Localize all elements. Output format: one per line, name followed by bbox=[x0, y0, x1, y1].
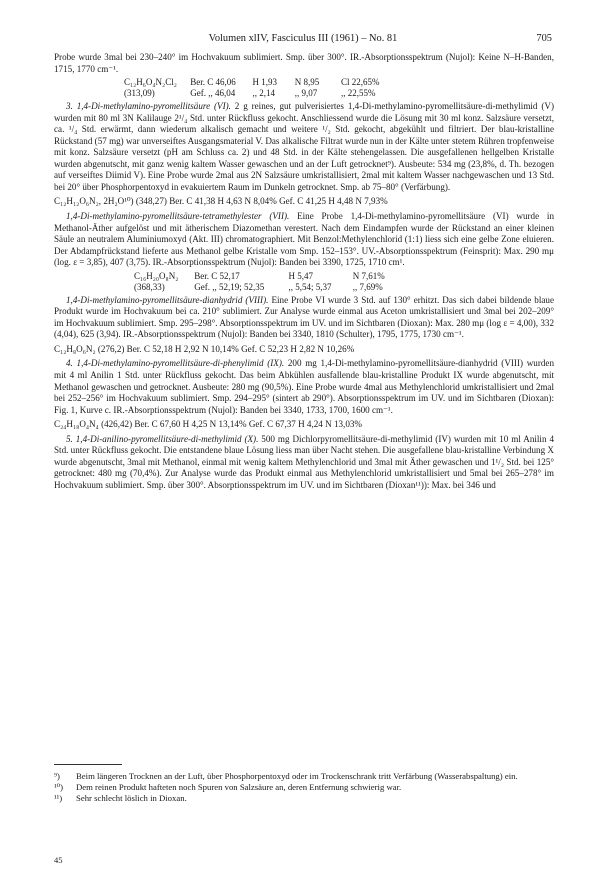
footnote-rule bbox=[54, 764, 122, 765]
gef-n: ,, 9,07 bbox=[294, 88, 318, 99]
ber-n: N 7,61% bbox=[352, 270, 385, 281]
paragraph-text: Eine Probe VI wurde 3 Std. auf 130° erhitzt. Das sich dabei bildende blaue Produkt wurde im Hochvakuum bei ca. 210° sublimiert. Zur Analyse wurde einmal aus Aceton umkristallisiert und 3mal bei 202–209° im Hochvakuum sublimiert. Smp. 295–298°. Absorptionsspektrum im UV. und im Sichtbaren (Dioxan): Max. 280 mμ (log ε = 4,00), 332 (4,04), 625 (3,94). IR.-Absorptionsspektrum (Nujol): Banden bei 3340, 1810 (Schulter), 1795, 1775, 1730 cm⁻¹. bbox=[54, 294, 554, 340]
page-number: 705 bbox=[536, 33, 552, 44]
paragraph-text: 200 mg 1,4-Di-methylamino-pyromellitsäure-dianhydrid (VIII) wurden mit 4 ml Anilin 1 Std. unter Rückfluss gekocht. Das beim Abkühlen ausfallende blau-kristalline Produkt IX wurde abgenutscht, mit Methanol gewaschen und getrocknet. Ausbeute: 280 mg (90,5%). Eine Probe wurde 4mal aus Methylenchlorid umkristallisiert und 2mal bei 252–256° im Hochvakuum sublimiert. Smp. 294–295° (sintert ab 290°). Absorptionsspektrum im UV. und im Sichtbaren (Dioxan): Fig. 1, Kurve c. IR.-Absorptionsspektrum (Nujol): Banden bei 3340, 1733, 1700, 1600 cm⁻¹. bbox=[54, 358, 555, 415]
paragraph-3 bbox=[54, 211, 554, 269]
molecular-weight: (368,33) bbox=[134, 281, 165, 292]
section-heading: 5. 1,4-Di-anilino-pyromellitsäure-di-methylimid (X). bbox=[66, 433, 259, 444]
section-heading: 3. 1,4-Di-methylamino-pyromellitsäure (VI). bbox=[66, 101, 231, 112]
footnote-10 bbox=[54, 782, 554, 793]
paragraph-4 bbox=[54, 295, 554, 341]
ber-h: H 5,47 bbox=[288, 270, 313, 281]
running-title: Volumen xlIV, Fasciculus III (1961) – No. 81 bbox=[208, 33, 398, 44]
analysis-block-3 bbox=[54, 271, 554, 293]
ber-h: H 1,93 bbox=[252, 77, 277, 88]
gef-c: Gef. ,, 52,19; 52,35 bbox=[194, 281, 265, 292]
section-heading: 1,4-Di-methylamino-pyromellitsäure-tetramethylester (VII). bbox=[66, 211, 290, 222]
paragraph-5 bbox=[54, 358, 554, 416]
formula: C₁₂H₆O₄N₂Cl₂ bbox=[124, 77, 177, 88]
ber-cl: Cl 22,65% bbox=[341, 77, 380, 88]
footnote-11 bbox=[54, 793, 554, 804]
analysis-line-2: C₁₂H₁₂O₆N₂, 2H₂O¹⁰) (348,27) Ber. C 41,38 H 4,63 N 8,04% Gef. C 41,25 H 4,48 N 7,93% bbox=[54, 196, 388, 207]
molecular-weight: (313,09) bbox=[124, 88, 155, 99]
body-text bbox=[54, 52, 554, 492]
footnote-mark: ¹¹) bbox=[54, 793, 63, 803]
paragraph-text: 500 mg Dichlorpyromellitsäure-di-methylimid (IV) wurden mit 10 ml Anilin 4 Std. unter Rückfluss gekocht. Die entstandene blaue Lösung liess man über Nacht stehen. Die ausgefallene blau-kristalline Verbindung X wurde abgenutscht, 3mal mit Methanol, einmal mit wenig kaltem Methylenchlorid und 3mal mit Äther gewaschen und 1¹/₂ Std. bei 125° getrocknet: 480 mg (70,4%). Zur Analyse wurde das Produkt einmal aus Methylenchlorid umkristallisiert und 5mal bei 265–278° im Hochvakuum sublimiert. Smp. über 300°. Absorptionsspektrum im UV. und im Sichtbaren (Dioxan¹¹)): Max. bei 346 und bbox=[54, 433, 555, 490]
analysis-block-1 bbox=[54, 77, 554, 99]
paragraph-text: Eine Probe 1,4-Di-methylamino-pyromellitsäure (VI) wurde in Methanol-Äther aufgelöst und mit ätherischem Diazomethan verestert. Nach dem Eindampfen wurde der Rückstand an einer kleinen Säule an neutralem Aluminiumoxyd (Akt. III) chromatographiert. Mit Benzol:Methylenchlorid (1:1) liess sich eine gelbe Zone eluieren. Der Abdampfrückstand lieferte aus Methanol gelbe Kristalle vom Smp. 152–153°. UV.-Absorptionsspektrum (Feinsprit): Max. 290 mμ (log. ε = 3,85), 407 (3,75). IR.-Absorptionsspektrum (Nujol): Banden bei 3390, 1725, 1710 cm¹. bbox=[54, 211, 555, 268]
signature-mark: 45 bbox=[54, 855, 63, 865]
footnote-9 bbox=[54, 771, 554, 782]
ber-c: Ber. C 52,17 bbox=[194, 270, 240, 281]
paragraph-text: 2 g reines, gut pulverisiertes 1,4-Di-methylamino-pyromellitsäure-di-methylimid (V) wurden mit 80 ml 3N Kalilauge 2¹/₄ Std. unter Rückfluss gekocht. Anschliessend wurde die Lösung mit 30 ml konz. Salzsäure versetzt, ca. ¹/₄ Std. erwärmt, dann wiederum alkalisch gemacht und weitere ¹/₂ Std. gekocht, abgekühlt und filtriert. Der blau-kristalline Rückstand (57 mg) war unverseiftes Ausgangsmaterial V. Das alkalische Filtrat wurde nun in der Kälte unter stetem Rühren tropfenweise mit konz. Salzsäure versetzt (pH am Schluss ca. 2) und 48 Std. in der Kälte stehengelassen. Die ausgefallenen hellgelben Kristalle wurden abgenutscht, mit ganz wenig kaltem Wasser gewaschen und an der Luft getrocknet⁹). Ausbeute: 534 mg (23,8%, d. Th. bezogen auf verseiftes Diimid V). Eine Probe wurde 2mal aus 2N Salzsäure umkristallisiert, 2mal mit kaltem Wasser nachgewaschen und 13 Std. bei 20° über Phosphorpentoxyd in evakuiertem Raum im Dunkeln getrocknet. Smp. ab 75–80° (Verfärbung). bbox=[54, 101, 554, 192]
analysis-line-5: C₂₄H₁₈O₄N₄ (426,42) Ber. C 67,60 H 4,25 N 13,14% Gef. C 67,37 H 4,24 N 13,03% bbox=[54, 419, 362, 430]
analysis-line-4: C₁₂H₈O₆N₂ (276,2) Ber. C 52,18 H 2,92 N 10,14% Gef. C 52,23 H 2,82 N 10,26% bbox=[54, 343, 355, 354]
gef-h: ,, 2,14 bbox=[252, 88, 275, 99]
gef-cl: ,, 22,55% bbox=[341, 88, 376, 99]
section-heading: 1,4-Di-methylamino-pyromellitsäure-dianhydrid (VIII). bbox=[66, 294, 269, 305]
paragraph-1: Probe wurde 3mal bei 230–240° im Hochvakuum sublimiert. Smp. über 300°. IR.-Absorptionsspektrum (Nujol): Keine N–H-Banden, 1715, 1770 cm⁻¹. bbox=[54, 52, 554, 74]
ber-n: N 8,95 bbox=[294, 77, 320, 88]
gef-n: ,, 7,69% bbox=[352, 281, 383, 292]
footnote-text: Dem reinen Produkt hafteten noch Spuren von Salzsäure an, deren Entfernung schwierig war. bbox=[76, 782, 402, 792]
paragraph-2 bbox=[54, 101, 554, 193]
paragraph-6 bbox=[54, 434, 554, 492]
footnotes bbox=[54, 771, 554, 804]
footnote-mark: ¹⁰) bbox=[54, 782, 63, 792]
gef-c: Gef. ,, 46,04 bbox=[190, 88, 236, 99]
gef-h: ,, 5,54; 5,37 bbox=[288, 281, 332, 292]
section-heading: 4. 1,4-Di-methylamino-pyromellitsäure-di-phenylimid (IX). bbox=[66, 358, 285, 369]
footnote-mark: ⁹) bbox=[54, 771, 60, 781]
ber-c: Ber. C 46,06 bbox=[190, 77, 236, 88]
footnote-text: Sehr schlecht löslich in Dioxan. bbox=[76, 793, 187, 803]
formula: C₁₆H₂₀O₈N₂ bbox=[134, 270, 179, 281]
footnote-text: Beim längeren Trocknen an der Luft, über Phosphorpentoxyd oder im Trockenschrank tritt Verfärbung (Wasserabspaltung) ein. bbox=[76, 771, 518, 781]
running-header bbox=[54, 33, 552, 47]
